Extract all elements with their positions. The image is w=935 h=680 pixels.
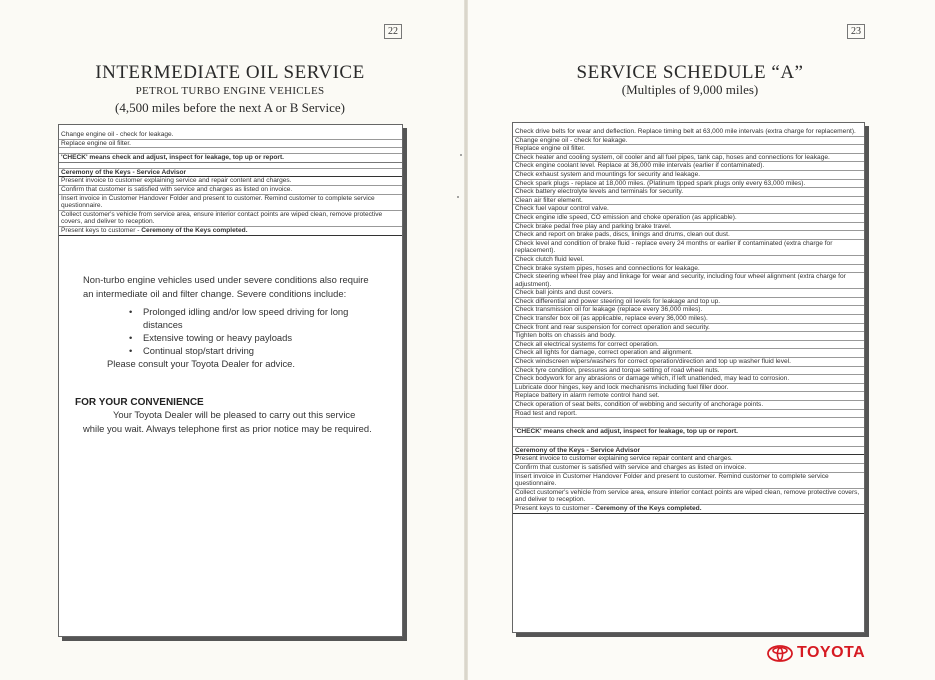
scan-speck: [460, 154, 462, 156]
right-schedule-panel: [512, 122, 865, 633]
bullet-item: • Extensive towing or heavy payloads: [129, 331, 373, 344]
left-ceremony-list: [59, 177, 402, 227]
schedule-row: Check and report on brake pads, discs, linings and drums, clean out dust.: [513, 231, 864, 240]
schedule-row: Check clutch fluid level.: [513, 256, 864, 265]
left-page-interval: (4,500 miles before the next A or B Service): [115, 100, 345, 115]
bullet-item: • Continual stop/start driving: [129, 344, 373, 357]
right-schedule-table: [513, 123, 864, 514]
schedule-row: Present invoice to customer explaining service and repair content and charges.: [59, 177, 402, 186]
toyota-logo: [767, 644, 865, 662]
ceremony-heading: Ceremony of the Keys - Service Advisor: [513, 447, 864, 456]
schedule-row: Confirm that customer is satisfied with service and charges as listed on invoice.: [59, 186, 402, 195]
schedule-row: Collect customer's vehicle from service area, ensure interior contact points are wiped clean, remove protective covers, and deliver to reception.: [59, 211, 402, 227]
schedule-row: Check all lights for damage, correct operation and alignment.: [513, 349, 864, 358]
schedule-row: Confirm that customer is satisfied with service and charges as listed on invoice.: [513, 464, 864, 473]
schedule-row: Collect customer's vehicle from service area, ensure interior contact points are wiped clean, remove protective covers, and deliver to reception.: [513, 489, 864, 505]
schedule-row: Check engine idle speed, CO emission and choke operation (as applicable).: [513, 214, 864, 223]
schedule-row: Present invoice to customer explaining service repair content and charges.: [513, 455, 864, 464]
check-note: 'CHECK' means check and adjust, inspect for leakage, top up or report.: [513, 428, 864, 437]
schedule-row: Check tyre condition, pressures and torque setting of road wheel nuts.: [513, 367, 864, 376]
left-task-list: [59, 131, 402, 148]
schedule-row: Check steering wheel free play and linkage for wear and security, including four wheel alignment (extra charge for adjustment).: [513, 273, 864, 289]
schedule-row: Check windscreen wipers/washers for correct operation/direction and top up washer fluid level.: [513, 358, 864, 367]
nonturbo-text: Non-turbo engine vehicles used under severe conditions also require an intermediate oil and filter change. Severe conditions include:: [83, 274, 369, 299]
schedule-row: Check ball joints and dust covers.: [513, 289, 864, 298]
check-note: 'CHECK' means check and adjust, inspect for leakage, top up or report.: [59, 154, 402, 163]
schedule-row: Check brake system pipes, hoses and connections for leakage.: [513, 265, 864, 274]
page-number-right: 23: [847, 24, 865, 39]
schedule-row: Check heater and cooling system, oil cooler and all fuel pipes, tank cap, hoses and connections for leakage.: [513, 154, 864, 163]
convenience-text: Your Toyota Dealer will be pleased to carry out this service while you wait. Always telephone first as prior notice may be required.: [83, 409, 372, 434]
schedule-row: Road test and report.: [513, 410, 864, 419]
schedule-row: Check spark plugs - replace at 18,000 miles. (Platinum tipped spark plugs only every 63,000 miles).: [513, 180, 864, 189]
left-schedule-panel: [58, 124, 403, 637]
schedule-row: Change engine oil - check for leakage.: [59, 131, 402, 140]
right-ceremony-list: [513, 455, 864, 505]
final-row-bold: Ceremony of the Keys completed.: [595, 504, 702, 512]
schedule-row: Replace battery in alarm remote control hand set.: [513, 392, 864, 401]
severe-conditions-list: [129, 305, 373, 357]
final-row: [59, 227, 402, 236]
schedule-row: Check bodywork for any abrasions or damage which, if left unattended, may lead to corrosion.: [513, 375, 864, 384]
schedule-row: Clean air filter element.: [513, 197, 864, 206]
schedule-row: Check transmission oil for leakage (replace every 36,000 miles).: [513, 306, 864, 315]
schedule-row: Lubricate door hinges, key and lock mechanisms including fuel filler door.: [513, 384, 864, 393]
schedule-row: Check level and condition of brake fluid - replace every 24 months or earlier if contaminated (extra charge for replacement).: [513, 240, 864, 256]
schedule-row: Check brake pedal free play and parking brake travel.: [513, 223, 864, 232]
final-row-prefix: Present keys to customer -: [515, 504, 596, 512]
schedule-row: Check exhaust system and mountings for security and leakage.: [513, 171, 864, 180]
scan-speck: [457, 196, 459, 198]
schedule-row: Check differential and power steering oil levels for leakage and top up.: [513, 298, 864, 307]
toyota-emblem-icon: [767, 645, 793, 662]
final-row: [513, 505, 864, 514]
right-task-list: [513, 128, 864, 418]
book-spine: [464, 0, 468, 680]
schedule-row: Check front and rear suspension for correct operation and security.: [513, 324, 864, 333]
final-row-bold: Ceremony of the Keys completed.: [141, 226, 248, 234]
left-page-subtitle: PETROL TURBO ENGINE VEHICLES: [135, 85, 325, 97]
convenience-section: [75, 397, 375, 436]
schedule-row: Change engine oil - check for leakage.: [513, 137, 864, 146]
schedule-row: Replace engine oil filter.: [59, 140, 402, 149]
final-row-prefix: Present keys to customer -: [61, 226, 142, 234]
schedule-row: Check all electrical systems for correct operation.: [513, 341, 864, 350]
spacer: [513, 437, 864, 447]
schedule-row: Replace engine oil filter.: [513, 145, 864, 154]
schedule-row: Check engine coolant level. Replace at 36,000 mile intervals (earlier if contaminated).: [513, 162, 864, 171]
schedule-row: Check battery electrolyte levels and terminals for security.: [513, 188, 864, 197]
spacer: [513, 418, 864, 428]
schedule-row: Check fuel vapour control valve.: [513, 205, 864, 214]
schedule-row: Insert invoice in Customer Handover Folder and present to customer. Remind customer to complete service questionnaire.: [513, 473, 864, 489]
left-page-title: INTERMEDIATE OIL SERVICE: [95, 62, 365, 83]
schedule-row: Check drive belts for wear and deflection. Replace timing belt at 63,000 mile intervals (extra charge for replacement).: [513, 128, 864, 137]
left-schedule-table: [59, 125, 402, 236]
right-page-title: SERVICE SCHEDULE “A”: [576, 62, 804, 83]
page-number-left: 22: [384, 24, 402, 39]
schedule-row: Tighten bolts on chassis and body.: [513, 332, 864, 341]
severe-conditions-section: [83, 273, 373, 371]
schedule-row: Insert invoice in Customer Handover Folder and present to customer. Remind customer to complete service questionnaire.: [59, 195, 402, 211]
schedule-row: Check operation of seat belts, condition of webbing and security of anchorage points.: [513, 401, 864, 410]
toyota-wordmark: TOYOTA: [797, 644, 866, 661]
convenience-heading: FOR YOUR CONVENIENCE: [75, 397, 204, 408]
ceremony-heading: Ceremony of the Keys - Service Advisor: [59, 169, 402, 178]
schedule-row: Check transfer box oil (as applicable, replace every 36,000 miles).: [513, 315, 864, 324]
bullet-item: • Prolonged idling and/or low speed driving for long distances: [129, 305, 373, 331]
consult-text: Please consult your Toyota Dealer for advice.: [107, 358, 295, 369]
right-page-subtitle: (Multiples of 9,000 miles): [621, 82, 759, 97]
